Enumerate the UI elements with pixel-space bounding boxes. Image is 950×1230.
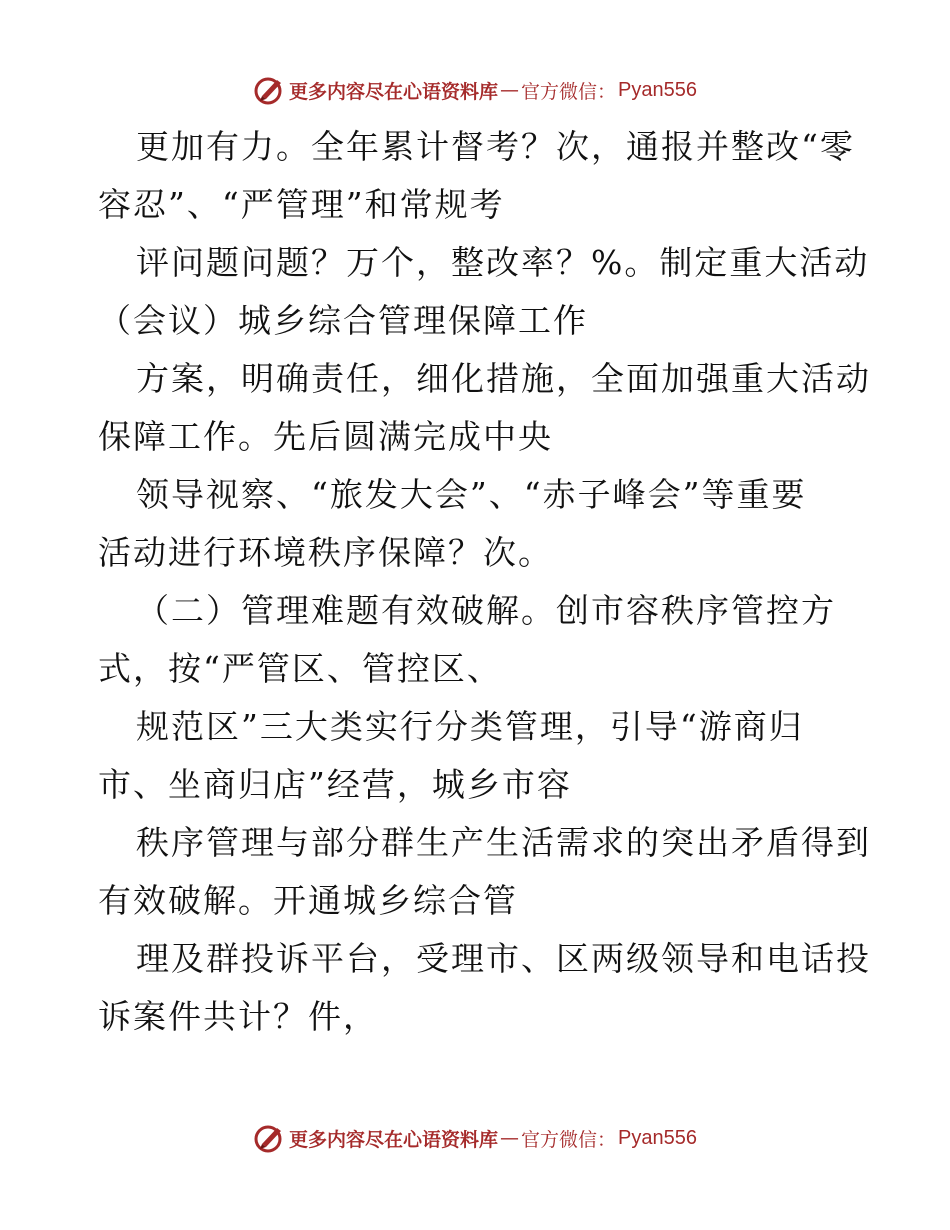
pen-logo-icon (253, 1122, 285, 1154)
text-line: 方案，明确责任，细化措施，全面加强重大活动 (136, 359, 871, 398)
watermark-dash: — (500, 1127, 520, 1149)
watermark-label: 官方微信： (521, 80, 617, 103)
watermark-wechat-id: Pyan556 (618, 1126, 697, 1149)
watermark-text: 更多内容尽在心语资料库 (289, 80, 499, 103)
watermark-dash: — (500, 79, 520, 101)
text-line: （二）管理难题有效破解。创市容秩序管控方 (136, 591, 836, 630)
text-line: 秩序管理与部分群生产生活需求的突出矛盾得到 (136, 823, 871, 862)
body-text (98, 118, 871, 1046)
text-line: 评问题问题？万个，整改率？%。制定重大活动 (136, 243, 870, 282)
header-watermark (0, 72, 950, 108)
pen-logo-icon (253, 74, 285, 106)
text-line: 领导视察、“旅发大会”、“赤子峰会”等重要 (136, 475, 807, 514)
text-line: 有效破解。开通城乡综合管 (98, 881, 518, 920)
text-line: 活动进行环境秩序保障？次。 (98, 533, 553, 572)
text-line: 保障工作。先后圆满完成中央 (98, 417, 553, 456)
text-line: 更加有力。全年累计督考？次，通报并整改“零 (136, 127, 855, 166)
text-line: 容忍”、“严管理”和常规考 (98, 185, 505, 224)
text-line: 理及群投诉平台，受理市、区两级领导和电话投 (136, 939, 871, 978)
text-line: 诉案件共计？件， (98, 997, 378, 1036)
text-line: （会议）城乡综合管理保障工作 (98, 301, 588, 340)
watermark-text: 更多内容尽在心语资料库 (289, 1128, 499, 1151)
text-line: 市、坐商归店”经营，城乡市容 (98, 765, 572, 804)
footer-watermark (0, 1120, 950, 1156)
watermark-wechat-id: Pyan556 (618, 78, 697, 101)
text-line: 式，按“严管区、管控区、 (98, 649, 502, 688)
text-line: 规范区”三大类实行分类管理，引导“游商归 (136, 707, 804, 746)
watermark-label: 官方微信： (521, 1128, 617, 1151)
